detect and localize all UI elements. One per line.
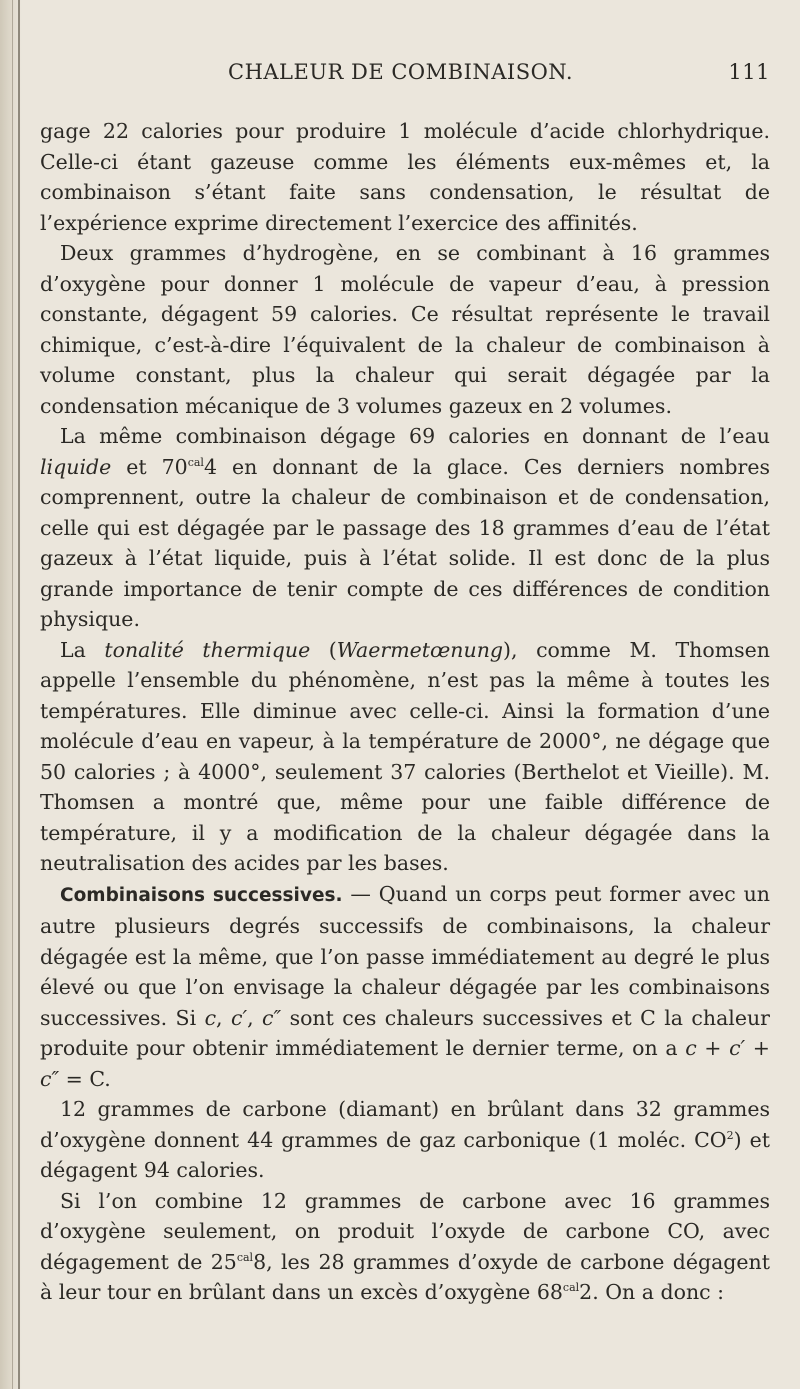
paragraph-3 — [40, 421, 770, 635]
paragraph-4-text-c: ), comme M. Thomsen appelle l’ensemble du phénomène, n’est pas la même à toutes les températures. Elle diminue avec celle-ci. Ainsi la formation d’une molécule d’eau en vapeur, à la température de 2000°, ne dégage que 50 calories ; à 4000°, seulement 37 calories (Berthelot et Vieille). M. Thomsen a montré que, même pour une faible différence de température, il y a modification de la chaleur dégagée dans la neutralisation des acides par les bases. — [40, 637, 770, 875]
paragraph-7 — [40, 1186, 770, 1308]
paragraph-1-text: gage 22 calories pour produire 1 molécule d’acide chlorhydrique. Celle-ci étant gazeuse comme les éléments eux-mêmes et, la combinaison s’étant faite sans condensation, le résultat de l’expérience exprime directement l’exercice des affinités. — [40, 119, 770, 235]
paragraph-4-text-b: ( — [310, 637, 337, 662]
page-body — [40, 116, 770, 1308]
running-title: CHALEUR DE COMBINAISON. — [228, 60, 574, 84]
paragraph-6-text-a: 12 grammes de carbone (diamant) en brûlant dans 32 grammes d’oxygène donnent 44 grammes de gaz carbonique (1 moléc. CO — [40, 1097, 770, 1152]
paragraph-5-text-a: — Quand un corps peut former avec un autre plusieurs degrés successifs de combinaisons, la chaleur dégagée est la même, que l’on passe immédiatement au degré le plus élevé ou que l’on envisage la chaleur dégagée par les combinaisons successives. Si — [40, 881, 770, 1030]
paragraph-5 — [40, 879, 770, 1095]
paragraph-2 — [40, 238, 770, 421]
paragraph-4-text-a: La — [60, 637, 105, 662]
unit-superscript-2: cal — [236, 1250, 254, 1264]
co2-superscript: 2 — [726, 1128, 734, 1142]
binding-edge-line — [18, 0, 20, 1389]
paragraph-1 — [40, 116, 770, 238]
italic-liquide: liquide — [40, 454, 112, 479]
paragraph-7-text-c: 2. On a donc : — [579, 1280, 725, 1304]
unit-superscript-3: cal — [562, 1281, 580, 1295]
separator-1: , — [216, 1005, 231, 1030]
paragraph-7-text-a: Si l’on combine 12 grammes de carbone avec 16 grammes d’oxygène seulement, on produit l’oxyde de carbone CO, avec dégagement de 25 — [40, 1188, 770, 1274]
paragraph-3-text-a: La même combinaison dégage 69 calories en donnant de l’eau — [60, 424, 770, 448]
binding-edge-shadow — [12, 0, 13, 1389]
italic-tonalite-thermique: tonalité thermique — [104, 637, 311, 662]
unit-superscript: cal — [187, 455, 204, 469]
formula-result: = C. — [59, 1066, 111, 1091]
paragraph-3-text-b: et 70 — [111, 454, 188, 479]
separator-2: , — [247, 1005, 263, 1030]
page-header — [40, 60, 770, 96]
symbol-c-double-prime: c″ — [262, 1005, 282, 1030]
section-heading-combinaisons: Combinaisons successives. — [60, 884, 343, 906]
paragraph-4 — [40, 635, 770, 879]
symbol-c: c — [204, 1005, 217, 1030]
italic-waermetoenung: Waermetœnung — [336, 637, 504, 662]
symbol-c-prime: c′ — [230, 1005, 248, 1030]
page-number: 111 — [728, 60, 770, 84]
paragraph-7-text-b: 8, les 28 grammes d’oxyde de carbone dégagent à leur tour en brûlant dans un excès d’oxygène 68 — [40, 1249, 770, 1304]
paragraph-2-text: Deux grammes d’hydrogène, en se combinant à 16 grammes d’oxygène pour donner 1 molécule de vapeur d’eau, à pression constante, dégagent 59 calories. Ce résultat représente le travail chimique, c’est-à-dire l’équivalent de la chaleur de combinaison à volume constant, plus la chaleur qui serait dégagée par la condensation mécanique de 3 volumes gazeux en 2 volumes. — [40, 241, 770, 418]
paragraph-6 — [40, 1094, 770, 1186]
paragraph-5-text-b: sont ces chaleurs successives et C la chaleur produite pour obtenir immédiatement le dernier terme, on a — [40, 1005, 770, 1060]
paragraph-6-text-b: ) et dégagent 94 calories. — [40, 1127, 770, 1182]
paragraph-3-text-c: 4 en donnant de la glace. Ces derniers nombres comprennent, outre la chaleur de combinaison et de condensation, celle qui est dégagée par le passage des 18 grammes d’eau de l’état gazeux à l’état liquide, puis à l’état solide. Il est donc de la plus grande importance de tenir compte de ces différences de condition physique. — [40, 454, 770, 631]
formula: c + c′ + c″ — [40, 1036, 770, 1091]
